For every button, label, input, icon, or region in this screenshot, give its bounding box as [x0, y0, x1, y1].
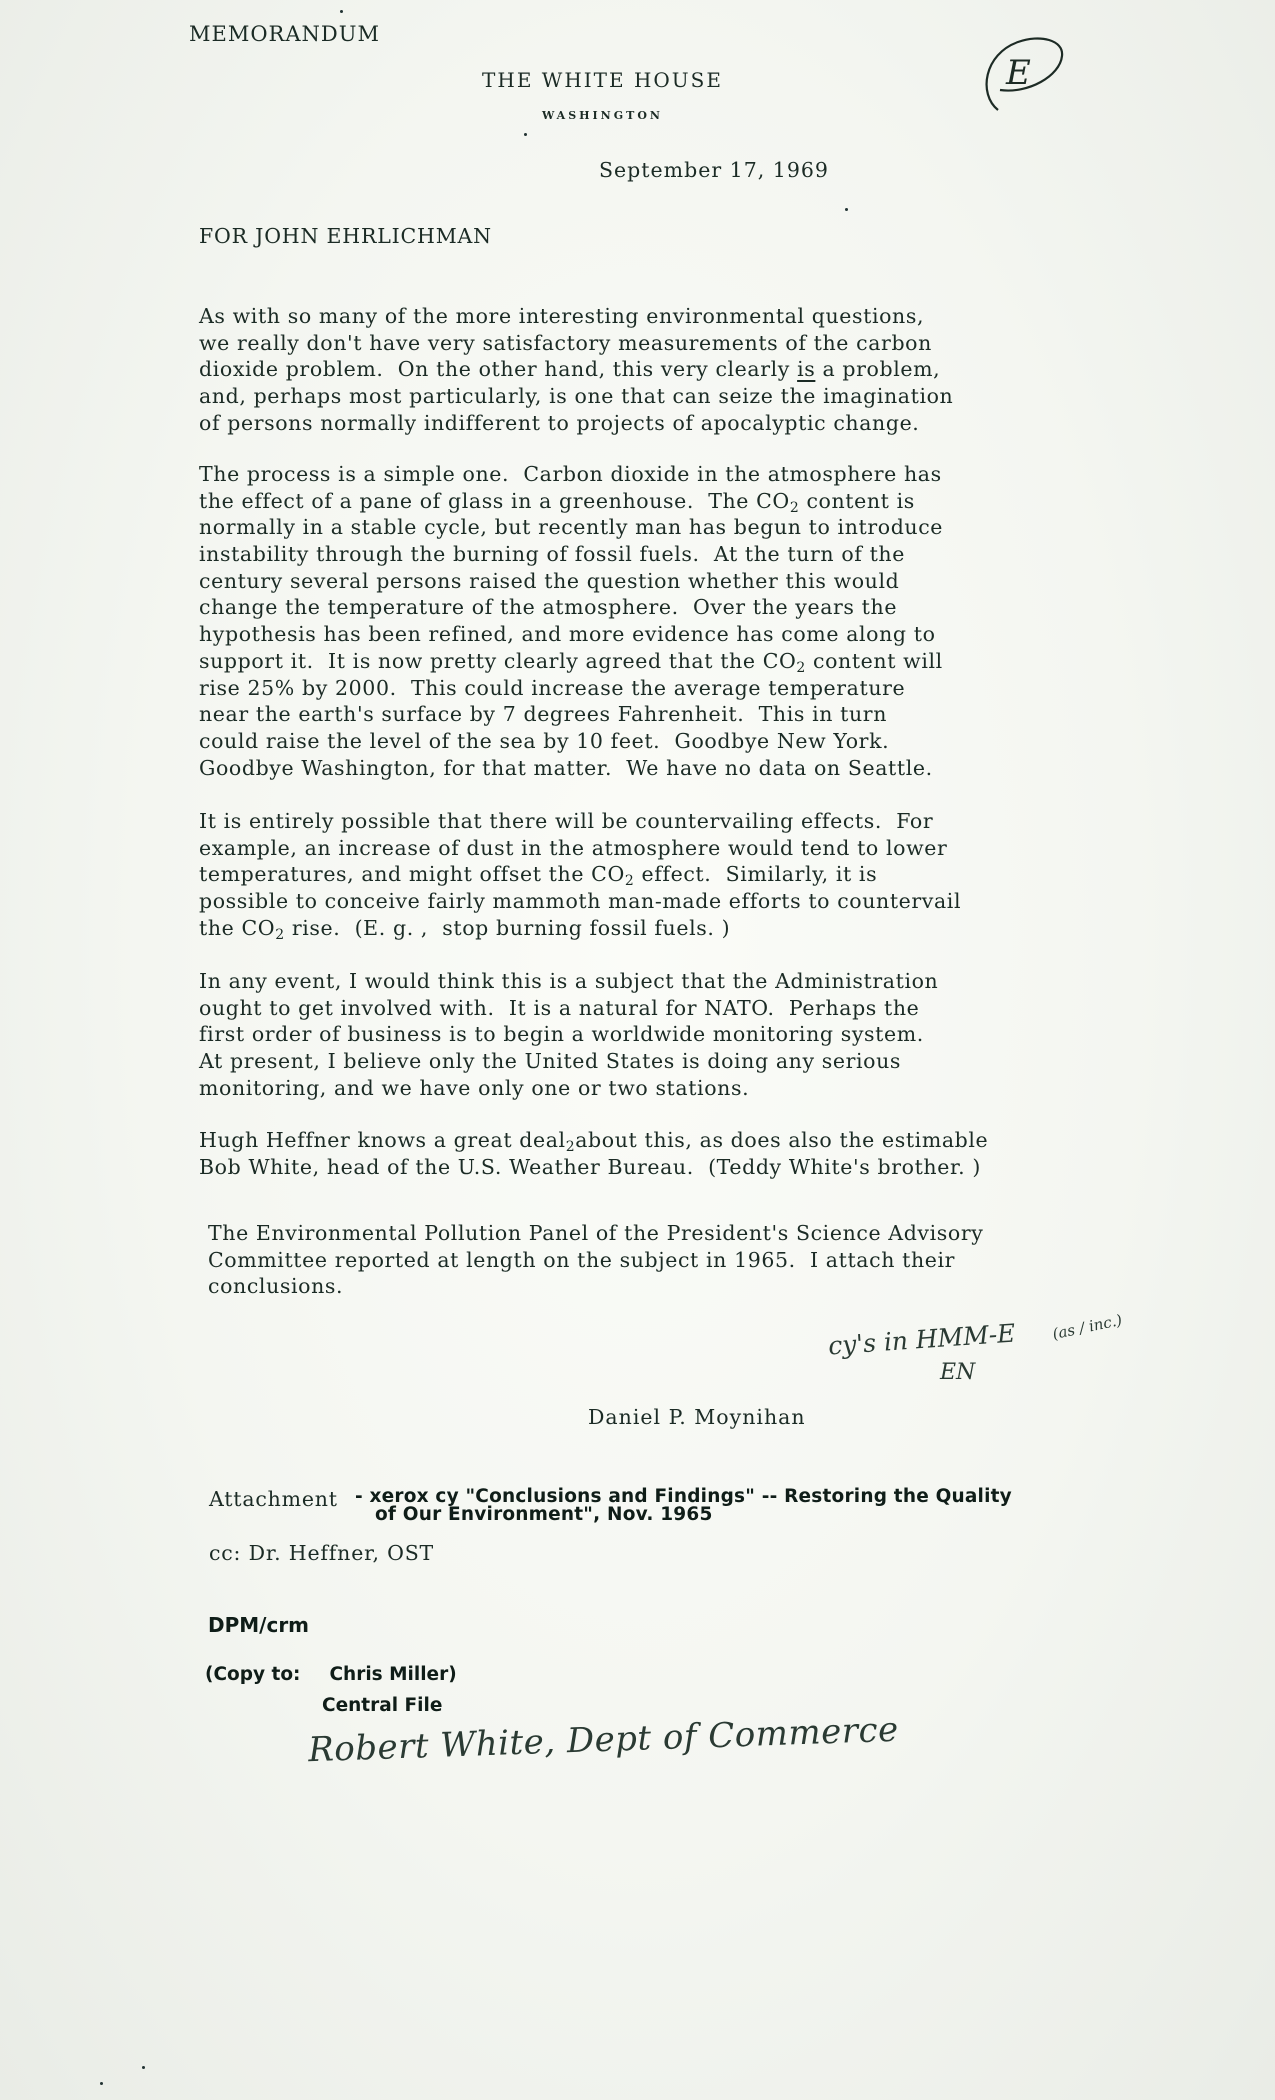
text-line: Bob White, head of the U.S. Weather Bureau. (Teddy White's brother. ) [199, 1154, 981, 1179]
text-line [199, 356, 1099, 383]
attachment-line-2: of Our Environment", Nov. 1965 [375, 1504, 713, 1525]
text-segment: effect. Similarly, it is [634, 862, 878, 887]
text-line: instability through the burning of fossil fuels. At the turn of the [199, 542, 905, 567]
paragraph-2 [199, 461, 1099, 781]
initials: DPM/crm [208, 1613, 310, 1637]
text-segment: about this, as does also the estimable [575, 1128, 989, 1152]
text-segment: Hugh Heffner knows a great deal [199, 1128, 566, 1152]
text-line: rise 25% by 2000. This could increase the average temperature [199, 675, 906, 700]
text-line [199, 488, 1099, 515]
handwritten-cc: Robert White, Dept of Commerce [307, 1709, 900, 1771]
text-segment: a problem, [815, 357, 941, 382]
paragraph-1 [199, 303, 1099, 436]
text-line: The process is a simple one. Carbon dioxide in the atmosphere has [199, 462, 942, 486]
subscript: 2 [624, 873, 635, 890]
text-line: normally in a stable cycle, but recently man has begun to introduce [199, 515, 944, 540]
text-line [199, 1127, 1099, 1154]
text-line: As with so many of the more interesting environmental questions, [199, 304, 925, 328]
text-line: Committee reported at length on the subject in 1965. I attach their [208, 1247, 956, 1272]
text-line: and, perhaps most particularly, is one that can seize the imagination [199, 384, 954, 409]
text-line: example, an increase of dust in the atmosphere would tend to lower [199, 835, 948, 860]
text-line: Goodbye Washington, for that matter. We have no data on Seattle. [199, 755, 933, 780]
text-line: possible to conceive fairly mammoth man-made efforts to countervail [199, 889, 962, 914]
cc-line: cc: Dr. Heffner, OST [209, 1541, 435, 1565]
circled-e-mark [978, 32, 1068, 122]
handwritten-note-line1: cy's in HMM-E [827, 1318, 1017, 1361]
letterhead-office: THE WHITE HOUSE [482, 68, 723, 92]
text-line: change the temperature of the atmosphere. Over the years the [199, 595, 898, 620]
text-line: of persons normally indifferent to projects of apocalyptic change. [199, 410, 920, 435]
underlined-word: is [797, 357, 816, 382]
text-line: ought to get involved with. It is a natural for NATO. Perhaps the [199, 995, 920, 1020]
attachment-label: Attachment [209, 1487, 338, 1511]
text-segment: rise. (E. g. , stop burning fossil fuels. ) [284, 915, 731, 940]
text-line: At present, I believe only the United States is doing any serious [199, 1049, 902, 1074]
text-line: hypothesis has been refined, and more evidence has come along to [199, 622, 936, 647]
text-line: monitoring, and we have only one or two stations. [199, 1075, 750, 1100]
attachment-description [355, 1488, 1012, 1524]
text-segment: temperatures, and might offset the CO [199, 862, 625, 887]
text-segment: the effect of a pane of glass in a greenhouse. The CO [199, 488, 790, 513]
paragraph-3 [199, 808, 1099, 941]
paragraph-5 [199, 1127, 1099, 1180]
text-line: The Environmental Pollution Panel of the President's Science Advisory [208, 1221, 984, 1245]
paragraph-4 [199, 968, 1099, 1101]
copy-to-first: Chris Miller) [329, 1664, 457, 1685]
addressee: FOR JOHN EHRLICHMAN [199, 224, 492, 248]
text-segment: dioxide problem. On the other hand, this very clearly [199, 357, 798, 382]
attachment-line-1: - xerox cy "Conclusions and Findings" -- Restoring the Quality [355, 1486, 1012, 1507]
text-line: could raise the level of the sea by 10 feet. Goodbye New York. [199, 728, 890, 753]
signature-name: Daniel P. Moynihan [588, 1405, 806, 1429]
copy-to [205, 1664, 457, 1685]
text-segment: the CO [199, 915, 276, 940]
scan-speck [142, 2066, 145, 2069]
text-segment: content is [799, 488, 915, 513]
subscript: 2 [565, 1139, 576, 1155]
handwritten-note-margin: (as / inc.) [1050, 1310, 1124, 1344]
handwritten-note-line2: EN [940, 1360, 976, 1385]
text-line [199, 861, 1099, 888]
memo-date: September 17, 1969 [599, 158, 829, 182]
text-segment: support it. It is now pretty clearly agreed that the CO [199, 648, 797, 673]
scan-speck [524, 133, 527, 136]
copy-to-second: Central File [322, 1695, 443, 1716]
text-line [199, 915, 1099, 942]
text-line: century several persons raised the question whether this would [199, 568, 900, 593]
text-line: In any event, I would think this is a subject that the Administration [199, 969, 939, 993]
scan-speck [100, 2082, 103, 2085]
subscript: 2 [275, 926, 285, 943]
text-line: It is entirely possible that there will be countervailing effects. For [199, 809, 934, 833]
text-line [199, 648, 1099, 675]
subscript: 2 [796, 659, 806, 676]
paragraph-6 [208, 1220, 1108, 1300]
copy-to-label: (Copy to: [205, 1664, 301, 1685]
circled-e-letter: E [1006, 53, 1031, 93]
letterhead-city: WASHINGTON [542, 109, 663, 122]
memo-label: MEMORANDUM [189, 22, 380, 46]
scan-speck [845, 208, 848, 211]
text-line: conclusions. [208, 1274, 344, 1299]
text-segment: content will [805, 648, 943, 673]
text-line: near the earth's surface by 7 degrees Fahrenheit. This in turn [199, 702, 888, 727]
text-line: we really don't have very satisfactory measurements of the carbon [199, 330, 932, 355]
subscript: 2 [789, 499, 800, 516]
text-line: first order of business is to begin a worldwide monitoring system. [199, 1022, 924, 1047]
scan-speck [340, 10, 343, 13]
